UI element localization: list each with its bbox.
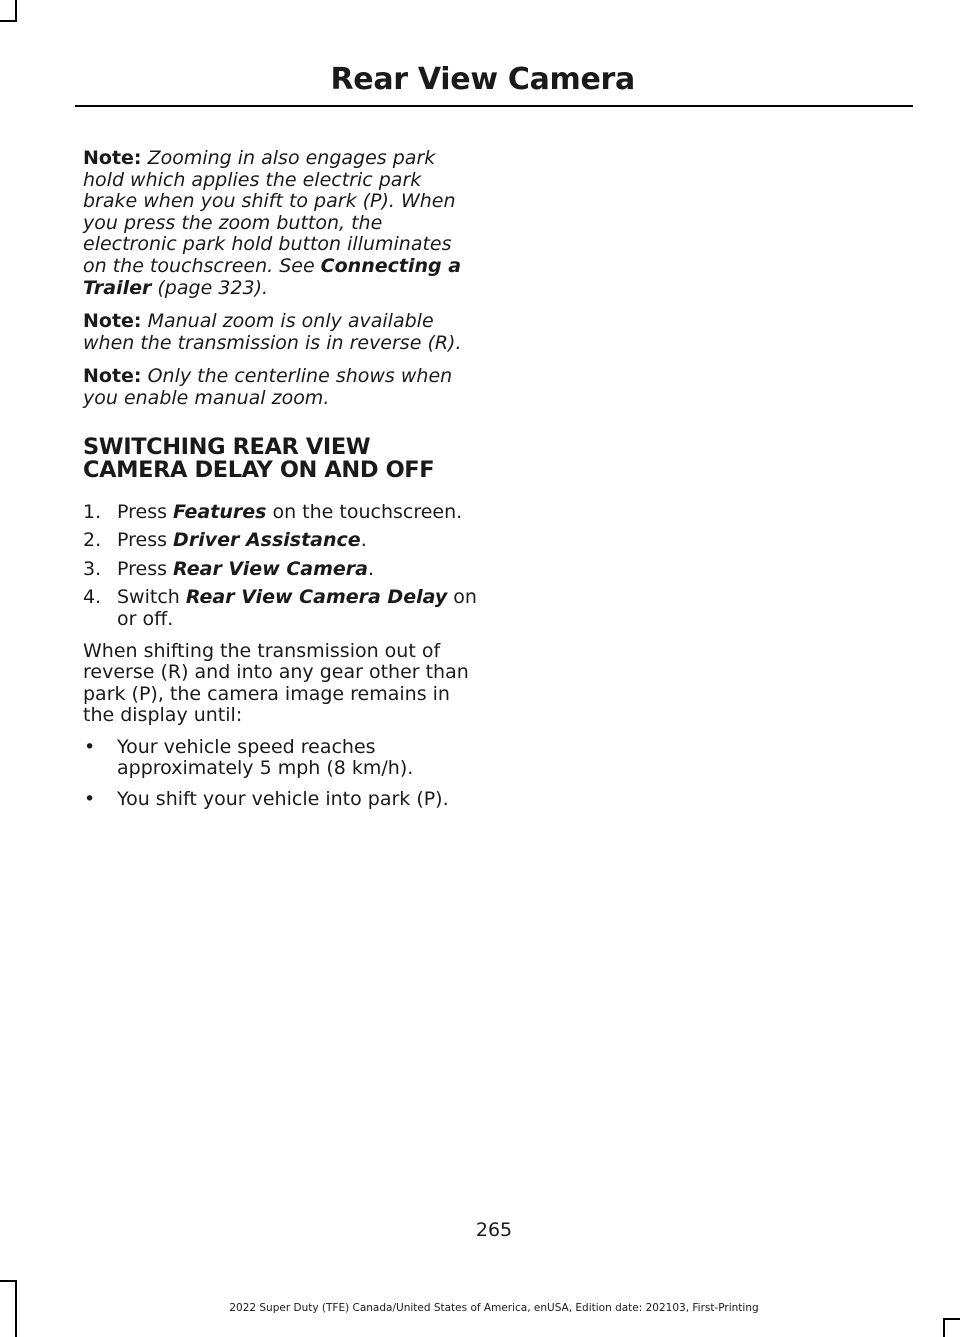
step-item: [83, 587, 479, 630]
step-ui-label: Rear View Camera Delay: [185, 586, 448, 609]
step-item: [83, 502, 479, 524]
bullet-dot-icon: •: [84, 735, 96, 758]
step-post: on or off.: [117, 586, 477, 630]
step-post: .: [368, 557, 375, 580]
step-number: 3.: [83, 557, 102, 580]
steps-list: [83, 502, 479, 631]
note-label: Note:: [83, 310, 142, 333]
crop-mark-top-left-v: [15, 0, 17, 22]
step-ui-label: Rear View Camera: [173, 557, 369, 580]
crop-mark-bottom-left-h: [0, 1280, 17, 1282]
section-heading: SWITCHING REAR VIEW CAMERA DELAY ON AND OFF: [83, 433, 435, 483]
bullet-text: You shift your vehicle into park (P).: [117, 788, 449, 811]
step-number: 2.: [83, 529, 102, 552]
note-centerline: [83, 366, 479, 409]
page-header: [75, 58, 913, 108]
note-label: Note:: [83, 365, 142, 388]
step-pre: Press: [117, 557, 174, 580]
crop-mark-top-left-h: [0, 20, 17, 22]
step-pre: Press: [117, 500, 174, 523]
note-label: Note:: [83, 147, 142, 169]
bullet-dot-icon: •: [84, 788, 96, 811]
step-ui-label: Driver Assistance: [173, 529, 361, 552]
body-paragraph: When shifting the transmission out of reverse (R) and into any gear other than park (P), the camera image remains in the display until:: [83, 639, 469, 727]
bullet-text: Your vehicle speed reaches approximately 5 mph (8 km/h).: [117, 735, 414, 780]
note-text: Only the centerline shows when you enable manual zoom.: [83, 365, 453, 409]
step-pre: Switch: [117, 586, 186, 609]
crop-mark-bottom-right-v: [943, 1318, 945, 1337]
xref-page: (page 323).: [151, 276, 269, 299]
step-post: .: [360, 529, 367, 552]
page-title: Rear View Camera: [330, 62, 635, 97]
content-column: [83, 148, 479, 820]
xref-link[interactable]: Connecting a Trailer: [83, 254, 462, 299]
crop-mark-bottom-right-h: [943, 1318, 960, 1320]
note-text: Manual zoom is only available when the transmission is in reverse (R).: [83, 310, 462, 354]
bullet-item: [83, 789, 479, 811]
step-item: [83, 559, 479, 581]
step-number: 1.: [83, 500, 102, 523]
note-zoom-park-hold: [83, 148, 479, 299]
bullet-list: [83, 737, 479, 811]
step-number: 4.: [83, 586, 102, 609]
step-pre: Press: [117, 529, 174, 552]
footer-edition: 2022 Super Duty (TFE) Canada/United States of America, enUSA, Edition date: 202103, First-Printing: [229, 1302, 759, 1314]
note-text: Zooming in also engages park hold which applies the electric park brake when you shift to park (P). When you press the zoom button, the electronic park hold button illuminates on the touchscreen. See: [83, 147, 456, 277]
note-manual-zoom-reverse: [83, 311, 479, 354]
header-rule: [75, 105, 913, 107]
step-ui-label: Features: [173, 500, 267, 523]
step-item: [83, 530, 479, 552]
page-number: 265: [475, 1219, 513, 1241]
bullet-item: [83, 737, 479, 780]
step-post: on the touchscreen.: [266, 500, 463, 523]
